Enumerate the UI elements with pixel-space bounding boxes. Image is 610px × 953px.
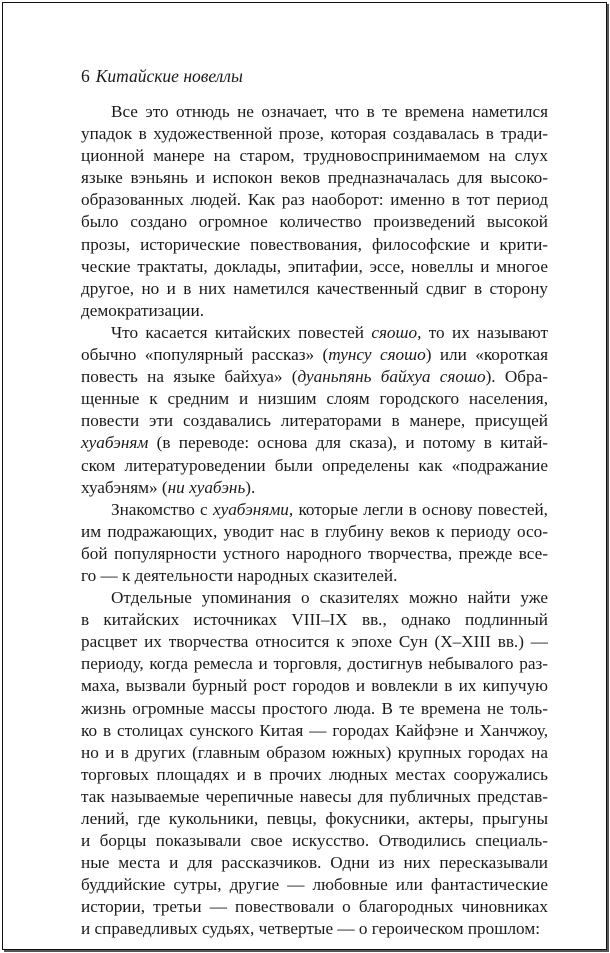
text-run: прозы, исторические повествования, философские и крити-	[81, 234, 548, 254]
text-run: было создано огромное количество произведений высокой	[81, 212, 548, 232]
text-run: истории, третьи — повествовали о благородных чиновниках	[81, 897, 548, 917]
text-line	[81, 896, 548, 918]
text-line	[81, 808, 548, 830]
text-line	[81, 653, 548, 675]
text-run: торговых площадях и в прочих людных местах сооружались	[81, 764, 548, 784]
text-run: щенные к средним и низшим слоям городского населения,	[81, 389, 548, 409]
text-line	[81, 477, 548, 499]
text-run: го — к деятельности народных сказителей.	[81, 565, 398, 585]
text-line	[81, 830, 548, 852]
text-run: Отдельные упоминания о сказителях можно найти уже	[111, 588, 548, 608]
text-run: и справедливых судьях, четвертые — о героическом прошлом:	[81, 919, 540, 939]
text-run: и борцы показывали свое искусство. Отводились специаль-	[81, 831, 548, 851]
text-line	[81, 410, 548, 432]
text-line	[81, 388, 548, 410]
text-line	[81, 189, 548, 211]
text-run: маха, вызвали бурный рост городов и вовлекли в их кипучую	[81, 676, 548, 696]
text-run: ческие трактаты, доклады, эпитафии, эссе, новеллы и многое	[81, 256, 548, 276]
italic-term: сяошо,	[371, 322, 422, 342]
text-run: ) или «короткая	[425, 345, 548, 365]
page-number: 6	[81, 66, 90, 86]
text-run: бой популярности устного народного творчества, прежде все-	[81, 543, 548, 563]
text-line	[81, 344, 548, 366]
text-line	[81, 278, 548, 300]
text-run: ском литературоведении были определены как «подражание	[81, 455, 548, 475]
text-line	[81, 565, 548, 587]
text-line	[81, 587, 548, 609]
page-frame	[2, 2, 607, 950]
text-line	[81, 786, 548, 808]
text-run: лений, где кукольники, певцы, фокусники, актеры, прыгуны	[81, 809, 548, 828]
text-run: так называемые черепичные навесы для публичных представ-	[81, 786, 548, 806]
text-line	[81, 234, 548, 256]
text-run: в китайских источниках VIII–IX вв., однако подлинный	[81, 610, 548, 630]
text-line	[81, 742, 548, 764]
text-run: им подражающих, уводит нас в глубину веков к периоду осо-	[81, 521, 548, 541]
text-run: периоду, когда ремесла и торговля, достигнув небывалого раз-	[81, 654, 548, 674]
book-title: Китайские новеллы	[95, 66, 243, 86]
text-run: упадок в художественной прозе, которая создавалась в тради-	[81, 124, 548, 144]
text-line	[81, 764, 548, 786]
text-run: языке вэньянь и испокон веков предназначалась для высоко-	[81, 168, 548, 188]
text-run: образованных людей. Как раз наоборот: именно в тот период	[81, 190, 548, 210]
text-run: расцвет их творчества относится к эпохе Сун (X–XIII вв.) —	[81, 632, 548, 652]
text-run: ко в столицах сунского Китая — городах Кайфэне и Ханчжоу,	[81, 720, 548, 740]
text-line	[81, 521, 548, 543]
text-line	[81, 609, 548, 631]
text-run: хуабэням» (	[81, 477, 168, 497]
text-run: которые легли в основу повестей,	[293, 499, 548, 519]
text-run: Все это отнюдь не означает, что в те времена наметился	[111, 102, 548, 121]
text-run: жизнь огромные массы простого люда. В те времена не толь-	[81, 698, 548, 718]
text-line	[81, 432, 548, 454]
text-run: то их называют	[421, 322, 548, 342]
text-run: ).	[245, 477, 256, 497]
text-run: обычно «популярный рассказ» (	[81, 345, 329, 365]
text-run: Что касается китайских повестей	[111, 322, 372, 342]
text-line	[81, 499, 548, 521]
text-line	[81, 543, 548, 565]
text-line	[81, 918, 548, 940]
text-run: ные места и для рассказчиков. Одни из них пересказывали	[81, 853, 548, 873]
text-line	[81, 366, 548, 388]
text-line	[81, 145, 548, 167]
italic-term: хуабэнями,	[212, 499, 294, 519]
italic-term: ни хуабэнь	[167, 477, 246, 497]
text-run: ционной манере на старом, трудновоспринимаемом на слух	[81, 146, 548, 166]
italic-term: хуабэням	[81, 433, 149, 453]
text-line	[81, 455, 548, 477]
text-line	[81, 322, 548, 344]
text-line	[81, 300, 548, 322]
italic-term: дуаньпянь байхуа сяошо	[297, 367, 486, 387]
text-run: демократизации.	[81, 300, 204, 320]
text-run: повесть на языке байхуа» (	[81, 367, 298, 387]
text-line	[81, 675, 548, 697]
text-line	[81, 123, 548, 145]
text-run: (в переводе: основа для сказа), и потому в китай-	[148, 433, 548, 453]
text-run: но и в других (главным образом южных) крупных городах на	[81, 742, 548, 762]
text-line	[81, 852, 548, 874]
italic-term: тунсу сяошо	[328, 345, 426, 365]
text-line	[81, 211, 548, 233]
text-run: ). Обра-	[485, 367, 548, 387]
text-line	[81, 256, 548, 278]
text-line	[81, 631, 548, 653]
text-run: буддийские сутры, другие — любовные или фантастические	[81, 875, 548, 895]
body-text	[81, 101, 548, 941]
text-line	[81, 698, 548, 720]
text-run: Знакомство с	[111, 499, 213, 519]
text-line	[81, 874, 548, 896]
text-line	[81, 167, 548, 189]
running-head	[81, 64, 243, 88]
text-run: другое, но и в них наметился качественный сдвиг в сторону	[81, 278, 548, 298]
text-line	[81, 101, 548, 123]
text-run: повести эти создавались литераторами в манере, присущей	[81, 411, 548, 431]
text-line	[81, 720, 548, 742]
